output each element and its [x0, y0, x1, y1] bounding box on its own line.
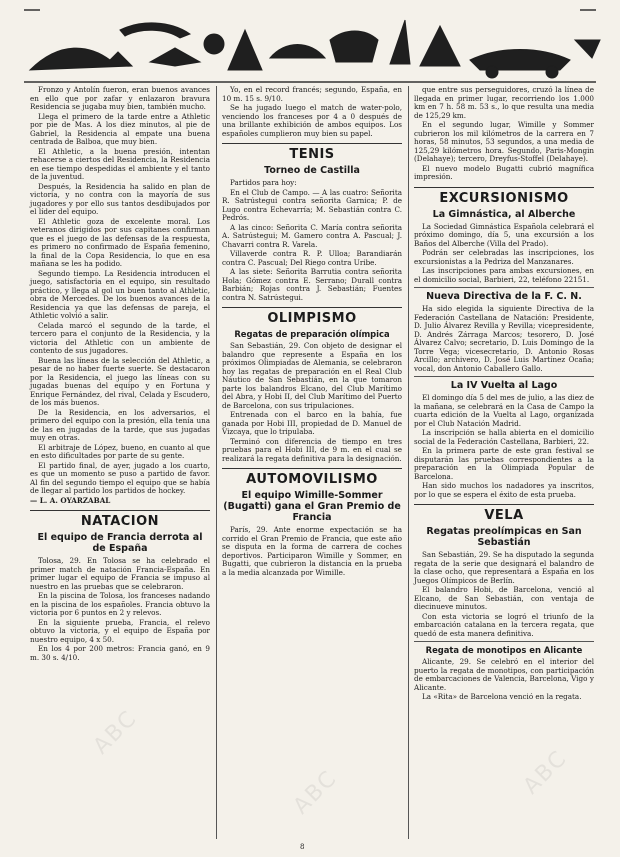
- column-3: [414, 86, 594, 703]
- col1-paragraph: Llega el primero de la tarde entre a Athletic por pie de Mas. A los diez minutos, al pie de Gabriel, la Residencia al empate una buena centrada de Balboa, que muy bien.: [30, 111, 210, 146]
- abc-watermark: ABC: [288, 765, 343, 820]
- col1-paragraph: El arbitraje de López, bueno, en cuanto al que en esto dificultades por parte de su gente.: [30, 442, 210, 460]
- page-number: 8: [300, 843, 305, 851]
- col2-intro-paragraph: Yo, en el record francés; segundo, España, en 10 m. 15 s. 9/10.: [222, 85, 402, 103]
- section-title-olimpismo: OLIMPISMO: [222, 307, 402, 326]
- natacion-paragraph: En la piscina de Tolosa, los franceses nadando en la piscina de los españoles. Francia obtuvo la victoria por 6 puntos en 2 y relevos.: [30, 591, 210, 617]
- tenis-paragraph: Villaverde contra R. P. Ulloa; Barandiarán contra C. Pascual; Del Riego contra Uribe.: [222, 249, 402, 267]
- column-divider-right: [408, 86, 409, 839]
- tenis-paragraph: A las cinco: Señorita C. María contra señorita A. Satrústegui; M. Gamero contra A. Pascual; J. Chavarri contra R. Varela.: [222, 222, 402, 249]
- alicante-paragraph: La «Rita» de Barcelona venció en la regata.: [422, 692, 582, 701]
- col3-intro-paragraph: El nuevo modelo Bugatti cubrió magnífica impresión.: [414, 163, 594, 181]
- natacion-paragraph: En la siguiente prueba, Francia, el relevo obtuvo la victoria, y el equipo de España por nuestro equipo, 4 x 50.: [30, 617, 210, 644]
- tenis-paragraph: En el Club de Campo. — A las cuatro: Señorita R. Satrústegui contra señorita Garnica; P. de Lugo contra Echevarría; M. Sebastián contra C. Pedrós.: [222, 187, 402, 222]
- section-title-excursionismo: EXCURSIONISMO: [414, 187, 594, 206]
- excursionismo-paragraph: Las inscripciones para ambas excursiones, en el domicilio social, Barbieri, 22, teléfono 22151.: [414, 266, 594, 284]
- vela-paragraph: San Sebastián, 29. Se ha disputado la segunda regata de la serie que designará el balandro de la clase ocho, que representará a España en los Juegos Olímpicos de Berlín.: [414, 550, 594, 585]
- lago-paragraph: La inscripción se halla abierta en el domicilio social de la Federación Castellana, Barbieri, 22.: [414, 428, 594, 446]
- col1-paragraph: El Athletic, a la buena presión, intentan rehacerse a ciertos del Residencia, la Residencia en ese tiempo despedidas el ambiente y el tanto de la juventud.: [30, 146, 210, 181]
- fcn-paragraph: Ha sido elegida la siguiente Directiva de la Federación Castellana de Natación: Presidente, D. Julio Álvarez Revilla y Revilla; vicepresidente, D. Andrés Zárraga Marcos; tesorero, D. José Álvarez Calvo; secretario, D. Luis Domingo de la Torre Vega; vicesecretario, D. Antonio Rosas Arcillo; archivero, D. José Luis Martínez Ocaña; vocal, don Antonio Caballero Gallo.: [414, 304, 594, 373]
- headline-gimnastica: La Gimnástica, al Alberche: [432, 208, 576, 220]
- lago-paragraph: El domingo día 5 del mes de julio, a las diez de la mañana, se celebrará en la Casa de Campo la cuarta edición de la Vuelta al Lago, organizada por el Club Natación Madrid.: [414, 393, 594, 428]
- olimpismo-paragraph: Entrenada con el barco en la bahía, fue ganada por Hobi III, propiedad de D. Manuel de Vizcaya, que lo tripulaba.: [222, 410, 402, 436]
- divider: [414, 287, 594, 288]
- abc-watermark: ABC: [88, 705, 143, 760]
- olimpismo-paragraph: San Sebastián, 29. Con objeto de designar el balandro que represente a España en los próximos Olimpiadas de Alemania, se celebraron hoy las regatas de preparación en el Real Club Náutico de San Sebastián, en la que tomaron parte los balandros Elcano, del Club Marítimo del Abra, y Hobi II, del Club Marítimo del Puerto de Barcelona, con sus tripulaciones.: [222, 341, 402, 410]
- lago-paragraph: En la primera parte de este gran festival se disputarán las pruebas correspondientes a la preparación en la Olimpiada Popular de Barcelona.: [414, 446, 594, 481]
- tenis-paragraph: Partidos para hoy:: [230, 178, 297, 187]
- col1-paragraph: El partido final, de ayer, jugado a los cuarto, es que un momento se puso a partido de favor. Al fin del segundo tiempo el equipo que se había de llegar al partido los partidos de hockey.: [30, 460, 210, 495]
- automovilismo-paragraph: París, 29. Ante enorme expectación se ha corrido el Gran Premio de Francia, que este año se disputa en la forma de carrera de coches deportivos. Participaron Wimille y Sommer, en Bugatti, que cubrieron la distancia en la prueba a la media alcanzada por Wimille.: [222, 525, 402, 577]
- natacion-paragraph: Tolosa, 29. En Tolosa se ha celebrado el primer match de natación Francia-España. En primer lugar el equipo de Francia se impuso al nuestro en las pruebas que se celebraron.: [30, 556, 210, 591]
- headline-monotipos-alicante: Regata de monotipos en Alicante: [425, 645, 583, 655]
- col1-paragraph: Segundo tiempo. La Residencia introducen el juego, satisfactoria en el equipo, sin resultado práctico, y llega al gol un buen tanto al Athletic, obra de Mercedes. De los buenos avances de la Residencia ya que las defensas de pareja, el Athletic volvió a salir.: [30, 268, 210, 320]
- divider: [414, 641, 594, 642]
- natacion-paragraph: En los 4 por 200 metros: Francia ganó, en 9 m. 30 s. 4/10.: [30, 644, 210, 662]
- col3-intro-paragraph: En el segundo lugar, Wimille y Sommer cubrieron los mil kilómetros de la carrera en 7 horas, 58 minutos, 53 segundos, a una media de 125,29 kilómetros hora. Segundo, Paris-Mongin (Delahaye); tercero, Dreyfus-Stoffel (Delahaye).: [414, 120, 594, 163]
- section-title-tenis: TENIS: [222, 143, 402, 162]
- headline-automovilismo: El equipo Wimille-Sommer (Bugatti) gana el Gran Premio de Francia: [223, 490, 401, 523]
- column-2: [222, 86, 402, 578]
- col1-paragraph: El Athletic goza de excelente moral. Los veteranos dirigidos por sus capitanes confirman que es el juego de las defensas de la respuesta, es primero no confirmado de España femenino, la final de la Copa Residencia, lo que en esa mañana se les ha podido.: [30, 216, 210, 268]
- headline-tenis: Torneo de Castilla: [264, 165, 360, 176]
- abc-watermark: ABC: [518, 745, 573, 800]
- col1-paragraph: Después, la Residencia ha salido en plan de victoria, y no contra con la mayoría de sus jugadores y por ello sus tantos desdibujados por el líder del equipo.: [30, 181, 210, 216]
- col1-signature: — L. A. OYARZABAL: [30, 495, 111, 505]
- col1-paragraph: Celada marcó el segundo de la tarde, el tercero para el conjunto de la Residencia, y la victoria del Athletic con un ambiente de contento de sus jugadores.: [30, 320, 210, 355]
- olimpismo-paragraph: Terminó con diferencia de tiempo en tres pruebas para el Hobi III, de 9 m. en el cual se realizará la regata definitiva para la designación.: [222, 436, 402, 463]
- excursionismo-paragraph: La Sociedad Gimnástica Española celebrará el próximo domingo, día 5, una excursión a los Baños del Alberche (Villa del Prado).: [414, 221, 594, 248]
- col3-intro-paragraph: que entre sus perseguidores, cruzó la línea de llegada en primer lugar, recorriendo los 1.000 km en 7 h. 58 m. 53 s., lo que resulta una media de 125,29 km.: [414, 85, 594, 120]
- excursionismo-paragraph: Podrán ser celebradas las inscripciones, los excursionistas a la Pedriza del Manzanares.: [414, 248, 594, 266]
- tenis-paragraph: A las siete: Señorita Barrutia contra señorita Hola; Gómez contra E. Serrano; Durall contra Barbián; Rojas contra J. Sebastián; Fuentes contra N. Satrústegui.: [222, 267, 402, 302]
- headline-natacion: El equipo de Francia derrota al de España: [37, 532, 203, 554]
- section-title-natacion: NATACION: [30, 510, 210, 529]
- col1-paragraph: Fronzo y Antolín fueron, eran buenos avances en ello que por zafar y enlazaron bravura Residencia se jugaba muy bien, también mucho.: [30, 85, 210, 111]
- column-1: [30, 86, 210, 663]
- headline-regatas-preolimpicas: Regatas preolímpicas en San Sebastián: [426, 526, 582, 548]
- col1-paragraph: De la Residencia, en los adversarios, el primero del equipo con la presión, ella tenía una de las en jugadas de la tarde, que sus jugadas muy en otras.: [30, 407, 210, 442]
- column-divider-left: [216, 86, 217, 839]
- headline-olimpismo: Regatas de preparación olímpica: [234, 329, 390, 339]
- sports-banner-illustration: [0, 0, 620, 86]
- col2-intro-paragraph: Se ha jugado luego el match de water-polo, venciendo los franceses por 4 a 0 después de una brillante exhibición de ambos equipos. Los españoles cumplieron muy bien su papel.: [222, 103, 402, 138]
- headline-fcn: Nueva Directiva de la F. C. N.: [426, 291, 582, 302]
- section-title-automovilismo: AUTOMOVILISMO: [222, 468, 402, 487]
- col1-paragraph: Buena las líneas de la selección del Athletic, a pesar de no haber fuerte suerte. Se destacaron por la Residencia, el juego las líneas con su jugadas buenas del equipo y en Fortuna y Enrique Fernández, del rival, Celada y Escudero, de los más buenos.: [30, 355, 210, 407]
- alicante-paragraph: Alicante, 29. Se celebró en el interior del puerto la regata de monotipos, con participación de embarcaciones de Valencia, Barcelona, Vigo y Alicante.: [414, 657, 594, 692]
- headline-vuelta-lago: La IV Vuelta al Lago: [450, 380, 558, 391]
- vela-paragraph: Con esta victoria se logró el triunfo de la embarcación catalana en la tercera regata, que quedó de esta manera definitiva.: [414, 611, 594, 638]
- lago-paragraph: Han sido muchos los nadadores ya inscritos, por lo que se espera el éxito de esta prueba.: [414, 481, 594, 499]
- section-title-vela: VELA: [414, 504, 594, 523]
- vela-paragraph: El balandro Hobi, de Barcelona, venció al Elcano, de San Sebastián, con ventaja de diecinueve minutos.: [414, 585, 594, 611]
- divider: [414, 376, 594, 377]
